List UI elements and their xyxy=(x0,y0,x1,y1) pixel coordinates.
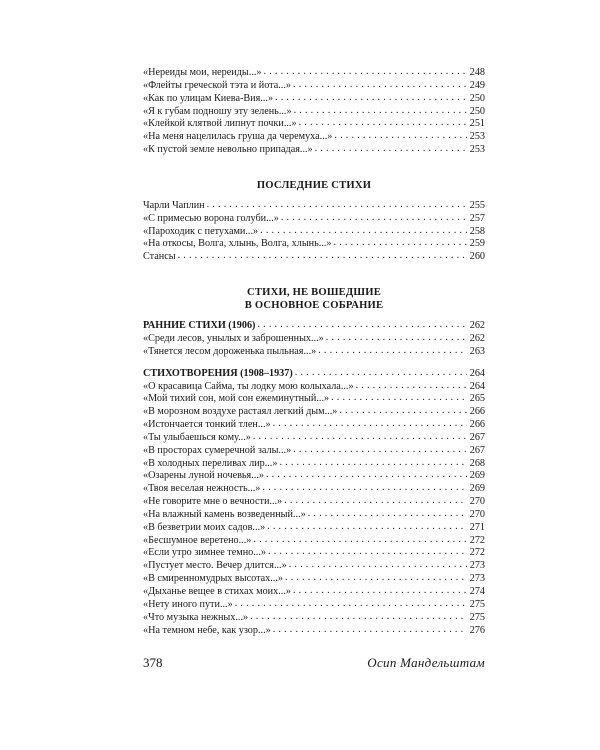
toc-entry-title: «Озарены луной ночевья...» xyxy=(143,470,264,482)
dot-leader xyxy=(331,392,467,405)
toc-entry-page: 271 xyxy=(469,521,485,533)
page-footer xyxy=(143,655,485,671)
toc-section-last-poems xyxy=(143,200,485,264)
dot-leader xyxy=(267,521,467,534)
toc-entry-title: «Тянется лесом дороженька пыльная...» xyxy=(143,345,317,357)
toc-entry-title: «Флейты греческой тэта и йота...» xyxy=(143,79,291,91)
toc-entry-page: 264 xyxy=(469,380,485,392)
toc-entry-page: 264 xyxy=(469,367,485,379)
toc-entry-title: «В смиренномудрых высотах...» xyxy=(143,573,283,585)
toc-entry-page: 273 xyxy=(469,573,485,585)
toc-entry-title: «Не говорите мне о вечности...» xyxy=(143,496,283,508)
toc-entry-page: 262 xyxy=(469,320,485,332)
toc-entry-title: Чарли Чаплин xyxy=(143,199,205,211)
toc-entry-page: 266 xyxy=(469,419,485,431)
dot-leader xyxy=(339,405,467,418)
toc-entry-title: «Я к губам подношу эту зелень...» xyxy=(143,105,292,117)
toc-entry-title: «В холодных переливах лир...» xyxy=(143,457,278,469)
section-heading-uncollected-line2: В ОСНОВНОЕ СОБРАНИЕ xyxy=(244,300,384,312)
toc-entry-title: «Дыханье вещее в стихах моих...» xyxy=(143,586,291,597)
toc-entry-title: «Пароходик с петухами...» xyxy=(143,225,259,237)
dot-leader xyxy=(293,444,467,457)
toc-entry-page: 275 xyxy=(469,611,485,623)
toc-entry-page: 269 xyxy=(469,483,485,495)
toc-entry xyxy=(143,144,485,157)
toc-entry-page: 263 xyxy=(469,345,485,357)
dot-leader xyxy=(293,79,467,92)
toc-entry-page: 266 xyxy=(469,406,485,418)
dot-leader xyxy=(262,482,467,495)
toc-entry-title: РАННИЕ СТИХИ (1906) xyxy=(143,320,256,332)
toc-entry-page: 270 xyxy=(469,508,485,520)
toc-entry-title: «Среди лесов, унылых и заброшенных...» xyxy=(143,332,324,344)
dot-leader xyxy=(293,585,467,598)
toc-entry-page: 272 xyxy=(469,547,485,559)
dot-leader xyxy=(308,508,467,521)
page-number: 378 xyxy=(143,655,163,670)
toc-section-continued xyxy=(143,67,485,157)
toc-entry-title: «О красавица Сайма, ты лодку мою колыхала...» xyxy=(143,380,354,392)
dot-leader xyxy=(253,534,467,547)
toc-entry-title: «Если утро зимнее темно...» xyxy=(143,547,266,559)
dot-leader xyxy=(268,546,467,559)
section-heading-uncollected xyxy=(143,286,485,312)
dot-leader xyxy=(253,431,467,444)
toc-entry-page: 275 xyxy=(469,598,485,610)
dot-leader xyxy=(235,598,467,611)
dot-leader xyxy=(289,559,467,572)
dot-leader xyxy=(295,367,467,380)
toc-entry-page: 255 xyxy=(469,199,485,211)
section-heading-uncollected-line1: СТИХИ, НЕ ВОШЕДШИЕ xyxy=(247,287,381,299)
toc-entry-page: 273 xyxy=(469,560,485,572)
toc-entry-page: 274 xyxy=(469,586,485,597)
dot-leader xyxy=(334,237,467,250)
toc-entry-page: 250 xyxy=(469,105,485,117)
dot-leader xyxy=(356,380,467,393)
dot-leader xyxy=(334,130,467,143)
table-of-contents xyxy=(143,67,485,637)
toc-entry-page: 257 xyxy=(469,212,485,224)
toc-entry-page: 260 xyxy=(469,251,485,263)
dot-leader xyxy=(260,225,467,238)
dot-leader xyxy=(207,199,467,212)
toc-entry-page: 251 xyxy=(469,118,485,130)
toc-entry-page: 267 xyxy=(469,444,485,456)
dot-leader xyxy=(281,212,467,225)
toc-entry xyxy=(143,625,485,638)
toc-entry-title: «К пустой земле невольно припадая...» xyxy=(143,144,313,156)
toc-entry-page: 267 xyxy=(469,431,485,443)
dot-leader xyxy=(264,66,467,79)
dot-leader xyxy=(285,572,467,585)
dot-leader xyxy=(299,117,467,130)
toc-entry-page: 250 xyxy=(469,92,485,104)
toc-entry-title: «Бесшумное веретено...» xyxy=(143,534,252,546)
toc-entry-title: «Что музыка нежных...» xyxy=(143,611,249,623)
toc-entry xyxy=(143,251,485,264)
toc-entry-title: «В безветрии моих садов...» xyxy=(143,521,266,533)
toc-entry-page: 259 xyxy=(469,238,485,250)
toc-entry-title: «С примесью ворона голуби...» xyxy=(143,212,279,224)
toc-entry-title: «Нету иного пути...» xyxy=(143,598,233,610)
toc-entry-page: 262 xyxy=(469,332,485,344)
toc-entry-page: 253 xyxy=(469,144,485,156)
toc-entry-page: 272 xyxy=(469,534,485,546)
toc-entry-title: «Истончается тонкий тлен...» xyxy=(143,419,271,431)
section-heading-last-poems: ПОСЛЕДНИЕ СТИХИ xyxy=(256,179,372,191)
toc-entry-page: 270 xyxy=(469,496,485,508)
dot-leader xyxy=(273,624,467,637)
toc-entry-title: «В просторах сумеречной залы...» xyxy=(143,444,292,456)
dot-leader xyxy=(318,345,467,358)
toc-entry-title: «На меня нацелилась груша да черемуха...» xyxy=(143,131,333,143)
toc-entry-page: 258 xyxy=(469,225,485,237)
dot-leader xyxy=(284,495,467,508)
toc-entry-title: Стансы xyxy=(143,251,176,263)
toc-entry-page: 253 xyxy=(469,131,485,143)
dot-leader xyxy=(178,250,467,263)
toc-entry-page: 269 xyxy=(469,470,485,482)
toc-entry-title: «Клейкой клятвой липнут почки...» xyxy=(143,118,297,130)
dot-leader xyxy=(279,457,467,470)
toc-entry-title: «Мой тихий сон, мой сон ежеминутный...» xyxy=(143,393,330,405)
toc-entry-title: «Как по улицам Киева-Вия...» xyxy=(143,92,274,104)
dot-leader xyxy=(275,92,467,105)
toc-entry-page: 268 xyxy=(469,457,485,469)
dot-leader xyxy=(257,319,467,332)
toc-entry-page: 265 xyxy=(469,393,485,405)
toc-entry-title: «На откосы, Волга, хлынь, Волга, хлынь...» xyxy=(143,238,332,250)
toc-entry-title: «Твоя веселая нежность...» xyxy=(143,483,261,495)
toc-subsection-early-poems xyxy=(143,320,485,359)
toc-subsection-poems xyxy=(143,368,485,638)
toc-entry-page: 276 xyxy=(469,624,485,636)
dot-leader xyxy=(273,418,467,431)
dot-leader xyxy=(266,469,467,482)
dot-leader xyxy=(250,611,467,624)
running-footer-author: Осип Мандельштам xyxy=(367,655,485,670)
toc-entry-title: СТИХОТВОРЕНИЯ (1908–1937) xyxy=(143,367,293,379)
toc-entry xyxy=(143,346,485,359)
dot-leader xyxy=(315,143,467,156)
dot-leader xyxy=(326,332,467,345)
toc-entry-page: 248 xyxy=(469,67,485,78)
toc-entry-title: «Нереиды мои, нереиды...» xyxy=(143,67,262,78)
toc-entry-title: «На темном небе, как узор...» xyxy=(143,624,271,636)
toc-entry-title: «В морозном воздухе растаял легкий дым...» xyxy=(143,406,338,418)
dot-leader xyxy=(294,105,467,118)
toc-entry-title: «Пустует место. Вечер длится...» xyxy=(143,560,287,572)
toc-entry-page: 249 xyxy=(469,79,485,91)
toc-entry-title: «Ты улыбаешься кому...» xyxy=(143,431,251,443)
toc-entry-title: «На влажный камень возведенный...» xyxy=(143,508,306,520)
